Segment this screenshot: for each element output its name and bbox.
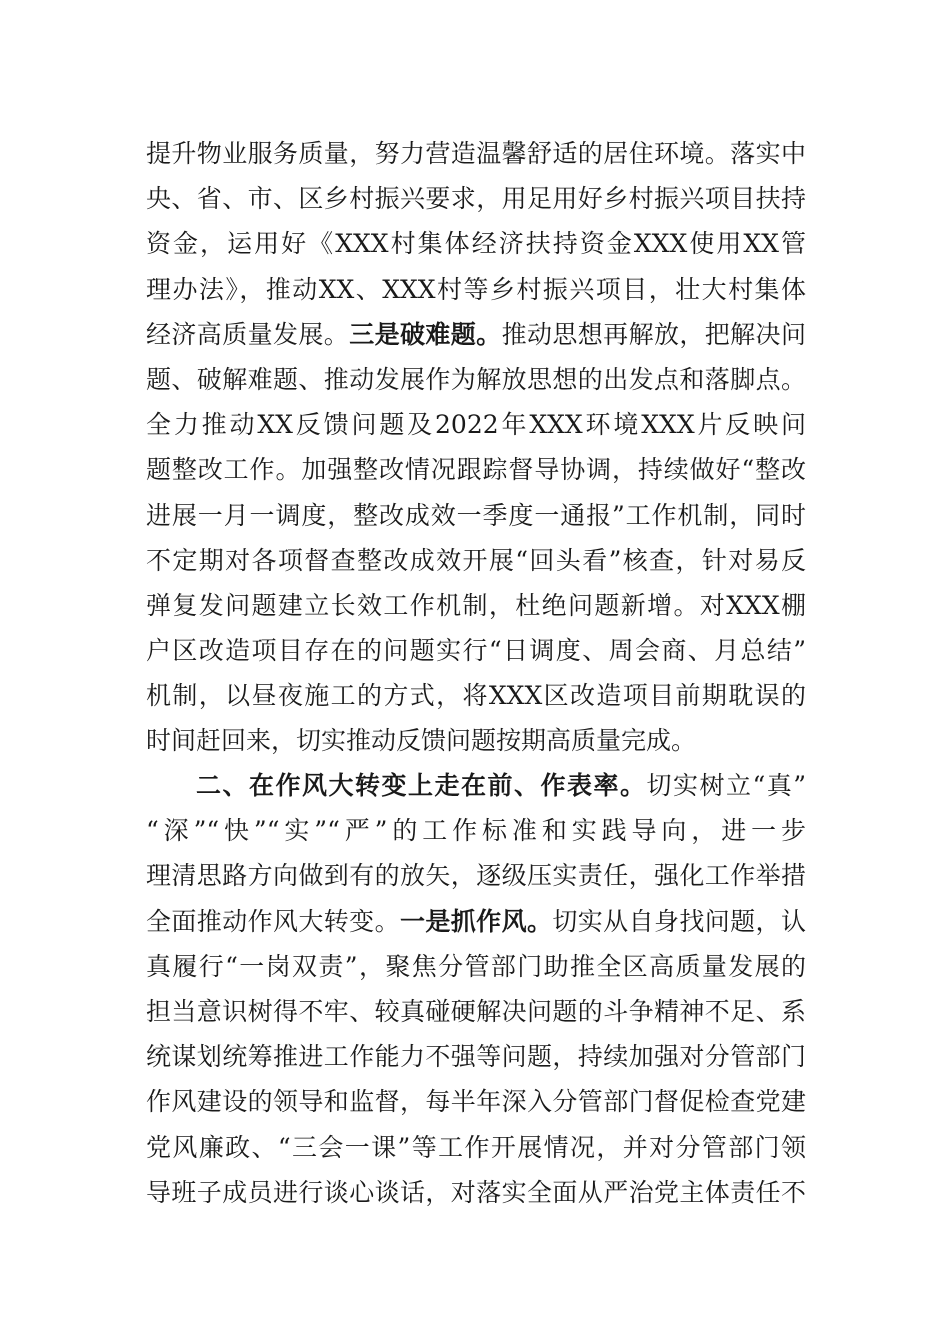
text-segment: 经济高质量发展。: [146, 319, 350, 349]
text-line: 题整改工作。加强整改情况跟踪督导协调，持续做好“整改: [146, 455, 806, 485]
text-line: 提升物业服务质量，努力营造温馨舒适的居住环境。落实中: [146, 139, 806, 168]
section-heading-er: 二、在作风大转变上走在前、作表率。: [196, 771, 647, 800]
text-line: 央、省、市、区乡村振兴要求，用足用好乡村振兴项目扶持: [146, 184, 806, 214]
text-line: 全力推动XX反馈问题及2022年XXX环境XXX片反映问: [146, 410, 806, 440]
paragraph-1: [146, 131, 806, 764]
text-line: 资金，运用好《XXX村集体经济扶持资金XXX使用XX管: [146, 229, 806, 259]
text-line: 不定期对各项督查整改成效开展“回头看”核查，针对易反: [146, 545, 806, 575]
text-line: 作风建设的领导和监督，每半年深入分管部门督促检查党建: [146, 1087, 806, 1117]
text-line: 进展一月一调度，整改成效一季度一通报”工作机制，同时: [146, 500, 806, 530]
text-line: 理办法》，推动XX、XXX村等乡村振兴项目，壮大村集体: [146, 274, 806, 304]
text-segment: 推动思想再解放，把解决问: [501, 319, 806, 349]
text-segment: 全面推动作风大转变。: [146, 906, 400, 936]
text-line: [146, 312, 806, 357]
text-line: [146, 899, 806, 944]
text-segment: 切实从自身找问题，认: [552, 906, 806, 936]
text-line: 导班子成员进行谈心谈话，对落实全面从严治党主体责任不: [146, 1177, 806, 1207]
text-line: “深”“快”“实”“严”的工作标准和实践导向，进一步: [146, 816, 806, 846]
text-line: 担当意识树得不牢、较真碰硬解决问题的斗争精神不足、系: [146, 996, 806, 1026]
text-line: 统谋划统筹推进工作能力不强等问题，持续加强对分管部门: [146, 1042, 806, 1072]
text-line: 机制，以昼夜施工的方式，将XXX区改造项目前期耽误的: [146, 681, 806, 711]
text-line: 弹复发问题建立长效工作机制，杜绝问题新增。对XXX棚: [146, 590, 806, 620]
text-line: 理清思路方向做到有的放矢，逐级压实责任，强化工作举措: [146, 861, 806, 891]
text-line: 真履行“一岗双责”，聚焦分管部门助推全区高质量发展的: [146, 951, 806, 981]
text-line: 户区改造项目存在的问题实行“日调度、周会商、月总结”: [146, 636, 806, 666]
text-line: 题、破解难题、推动发展作为解放思想的出发点和落脚点。: [146, 364, 806, 394]
text-line: [146, 763, 806, 808]
paragraph-2: [146, 763, 806, 1215]
bold-heading-san-shi-po-nan-ti: 三是破难题。: [349, 319, 502, 349]
bold-heading-yi-shi-zhua-zuo-feng: 一是抓作风。: [399, 906, 553, 936]
text-line: 党风廉政、“三会一课”等工作开展情况，并对分管部门领: [146, 1132, 806, 1162]
text-line: 时间赶回来，切实推动反馈问题按期高质量完成。: [146, 726, 697, 756]
text-segment: 切实树立“真”: [646, 771, 806, 800]
